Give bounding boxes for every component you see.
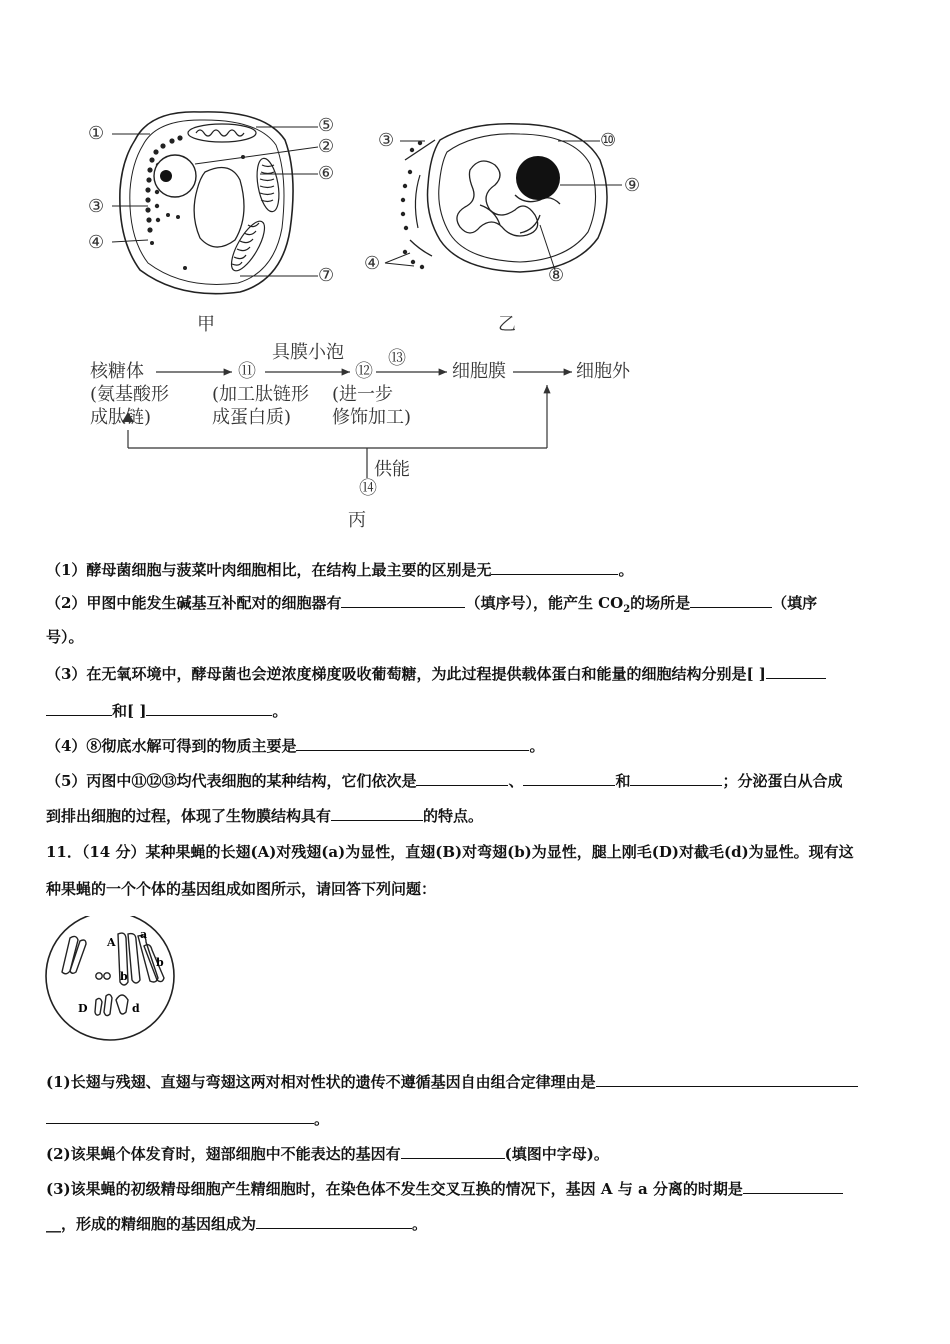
cell-jia-membrane — [130, 120, 284, 284]
gene-a: a — [140, 928, 148, 941]
marker-4: ④ — [88, 232, 105, 253]
mitochondrion — [188, 124, 256, 142]
flow-vesicle: 具膜小泡 — [272, 342, 344, 363]
gene-A: A — [107, 936, 116, 949]
answer-blank[interactable] — [341, 593, 465, 608]
marker-1: ① — [88, 123, 105, 144]
vacuole — [194, 168, 244, 248]
q10-part5-cont: 到排出细胞的过程，体现了生物膜结构具有 的特点。 — [46, 807, 484, 825]
marker-10: ⑩ — [600, 130, 617, 151]
cell-diagram — [0, 0, 950, 340]
q11-part1-cont: 。 — [46, 1108, 329, 1130]
marker-7: ⑦ — [318, 265, 335, 286]
chromosome-diagram — [40, 916, 185, 1041]
flow-m11-note-1: (加工肽链形 — [212, 384, 310, 405]
answer-blank[interactable] — [46, 1109, 314, 1124]
marker-2: ② — [318, 136, 335, 157]
flow-m12-note-2: 修饰加工) — [332, 407, 412, 428]
q10-part3: （3）在无氧环境中，酵母菌也会逆浓度梯度吸收葡萄糖，为此过程提供载体蛋白和能量的细胞结构分别是[ ] — [46, 663, 826, 685]
nucleolus — [160, 170, 172, 182]
cell-jia-wall — [120, 112, 293, 294]
answer-blank[interactable] — [630, 771, 722, 786]
gene-D: D — [78, 1002, 88, 1015]
q10-part1: （1）酵母菌细胞与菠菜叶肉细胞相比，在结构上最主要的区别是无 。 — [46, 561, 634, 579]
flow-marker-14: ⑭ — [359, 478, 377, 499]
q11-part3: (3)该果蝇的初级精母细胞产生精细胞时，在染色体不发生交叉互换的情况下，基因 A 与 a 分离的时期是 — [46, 1178, 843, 1200]
label-jia: 甲 — [197, 314, 215, 335]
answer-blank[interactable] — [596, 1072, 858, 1087]
answer-blank[interactable] — [690, 593, 772, 608]
q10-part3-cont: 和[ ] 。 — [46, 700, 287, 722]
flow-ribosome-note-1: (氨基酸形 — [90, 384, 170, 405]
answer-blank[interactable] — [491, 560, 618, 575]
answer-blank[interactable] — [331, 806, 423, 821]
answer-blank[interactable] — [416, 771, 508, 786]
flow-marker-13: ⑬ — [388, 348, 406, 369]
answer-blank[interactable] — [743, 1179, 843, 1194]
flow-outside: 细胞外 — [576, 361, 630, 382]
q11-part1: (1)长翅与残翅、直翅与弯翅这两对相对性状的遗传不遵循基因自由组合定律理由是 — [46, 1071, 858, 1093]
answer-blank[interactable] — [256, 1214, 412, 1229]
q10-part5: （5）丙图中⑪⑫⑬均代表细胞的某种结构，它们依次是 、 和 ；分泌蛋白从合成 — [46, 772, 843, 790]
label-yi: 乙 — [498, 314, 516, 335]
flow-marker-11: ⑪ — [238, 361, 256, 382]
q11-intro-cont: 种果蝇的一个个体的基因组成如图所示，请回答下列问题： — [46, 880, 437, 898]
marker-9: ⑨ — [624, 175, 641, 196]
nuclear-envelope-outer — [428, 124, 608, 272]
q11-intro: 11．（14 分）某种果蝇的长翅(A)对残翅(a)为显性，直翅(B)对弯翅(b)为显性，腿上刚毛(D)对截毛(d)为显性。现有这 — [46, 843, 854, 861]
q10-part2-cont: 号）。 — [46, 628, 84, 646]
answer-blank[interactable] — [46, 701, 112, 716]
gene-b: b — [120, 970, 128, 983]
answer-blank[interactable] — [296, 736, 529, 751]
q11-part2: (2)该果蝇个体发育时，翅部细胞中不能表达的基因有 (填图中字母)。 — [46, 1145, 609, 1163]
q11-part3-cont: __，形成的精细胞的基因组成为 。 — [46, 1215, 428, 1233]
q10-part2: （2）甲图中能发生碱基互补配对的细胞器有 （填序号），能产生 $CO_2$的场所是 （填序 — [46, 594, 818, 615]
answer-blank[interactable] — [146, 701, 272, 716]
flow-marker-12: ⑫ — [355, 361, 373, 382]
marker-5: ⑤ — [318, 115, 335, 136]
marker-8: ⑧ — [548, 265, 565, 286]
q10-part4: （4）⑧彻底水解可得到的物质主要是 。 — [46, 737, 545, 755]
marker-4-yi: ④ — [364, 253, 381, 274]
nuclear-envelope-inner — [439, 134, 596, 262]
ribosome-dots — [401, 141, 424, 269]
nucleolus-yi — [516, 156, 560, 200]
flow-m12-note-1: (进一步 — [332, 384, 394, 405]
flow-ribosome-note-2: 成肽链) — [90, 407, 152, 428]
marker-6: ⑥ — [318, 163, 335, 184]
flow-energy: 供能 — [374, 459, 410, 480]
answer-blank[interactable] — [401, 1144, 505, 1159]
flow-m11-note-2: 成蛋白质) — [212, 407, 292, 428]
gene-d: d — [132, 1002, 140, 1015]
answer-blank[interactable] — [523, 771, 615, 786]
gene-b-2: b — [156, 956, 164, 969]
flow-ribosome: 核糖体 — [90, 361, 144, 382]
marker-3-yi: ③ — [378, 130, 395, 151]
flow-membrane: 细胞膜 — [452, 361, 506, 382]
label-bing: 丙 — [348, 510, 366, 531]
marker-3: ③ — [88, 196, 105, 217]
er-dots — [145, 135, 245, 270]
answer-blank[interactable] — [766, 664, 826, 679]
